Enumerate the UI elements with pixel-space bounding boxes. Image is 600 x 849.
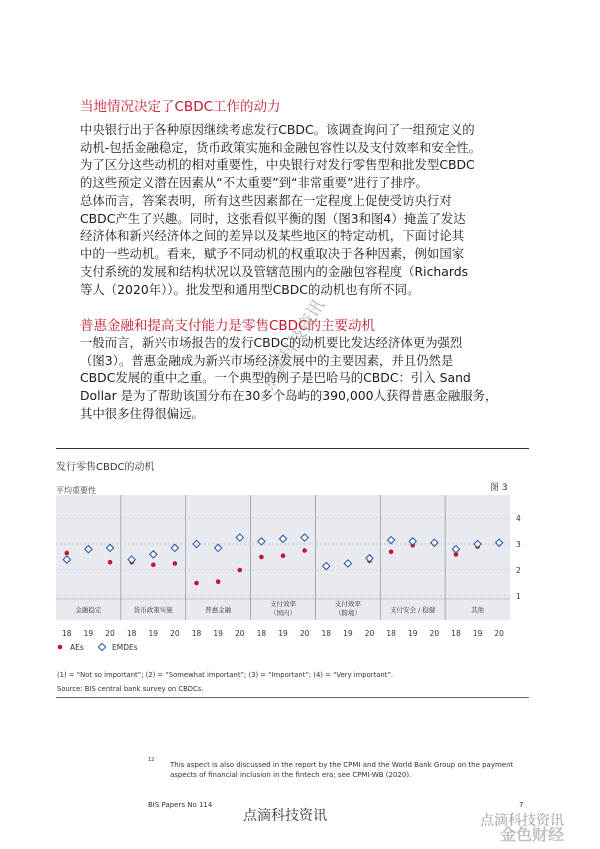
year-tick-label: 18 — [386, 629, 396, 638]
ae-point — [108, 560, 113, 565]
legend-emde-label: EMDEs — [112, 643, 138, 652]
y-tick-label: 3 — [516, 540, 521, 549]
year-tick-label: 18 — [256, 629, 267, 638]
year-tick-label: 19 — [213, 629, 223, 638]
year-tick-label: 19 — [148, 629, 159, 638]
ae-point — [389, 550, 394, 555]
y-tick-label: 4 — [516, 514, 521, 523]
corner-watermark-2: 金色财经 — [500, 825, 565, 844]
group-label: （跨境） — [334, 609, 361, 617]
group-label: 货币政策实施 — [133, 606, 173, 614]
ae-point — [173, 561, 178, 566]
legend-ae-marker — [58, 645, 63, 650]
footer-publication: BIS Papers No 114 — [148, 801, 213, 809]
year-tick-label: 19 — [278, 629, 288, 638]
group-label: 支付效率 — [270, 600, 296, 608]
paragraph-emde: 一般而言，新兴市场报告的发行CBDC的动机要比发达经济体更为强烈 （图3）。普惠金融成为新兴市场经济发展中的主要因素，并且仍然是 CBDC发展的重中之重。一个典型的例子是巴哈马的CBDC：引入 Sand Dollar 是为了帮助该国分布在30多个岛屿的390,000人获得普惠金融服务， 其中很多住得很偏远。 — [80, 335, 498, 421]
ae-point — [259, 555, 264, 560]
ae-point — [281, 553, 286, 558]
year-tick-label: 20 — [170, 629, 180, 638]
group-label: 支付效率 — [334, 600, 361, 608]
year-tick-label: 18 — [321, 629, 332, 638]
year-tick-label: 20 — [364, 629, 375, 638]
scale-note: (1) = “Not so important”; (2) = “Somewhat important”; (3) = “Important”; (4) = “Very important”. — [57, 671, 394, 679]
paragraph-overall: 总体而言，答案表明，所有这些因素都在一定程度上促使受访央行对 CBDC产生了兴趣。同时，这张看似平衡的图（图3和图4）掩盖了发达 经济体和新兴经济体之间的差异以及某些地区的特定动机，下面讨论其 中的一些动机。看来，赋予不同动机的权重取决于各种因素，例如国家 支付系统的发展和结构状况以及管辖范围内的金融包容程度（Richards 等人（2020年））。批发型和通用型CBDC的动机也有所不同。 — [80, 193, 469, 297]
footnote-number: 12 — [148, 757, 155, 763]
year-tick-label: 20 — [299, 629, 310, 638]
page-number: 7 — [519, 801, 524, 809]
group-label: 普惠金融 — [205, 606, 232, 614]
ae-point — [302, 548, 307, 553]
year-tick-label: 20 — [234, 629, 245, 638]
figure-label: 图 3 — [490, 483, 508, 493]
footnote-line-1: This aspect is also discussed in the report by the CPMI and the World Bank Group on the payment — [170, 761, 514, 769]
ae-point — [151, 563, 156, 568]
year-tick-label: 19 — [472, 629, 483, 638]
legend-emde-marker — [98, 643, 105, 650]
figure-title: 发行零售CBDC的动机 — [56, 462, 155, 473]
group-label: 支付安全 / 稳健 — [390, 606, 436, 614]
ae-point — [237, 568, 242, 573]
year-tick-label: 18 — [191, 629, 202, 638]
year-tick-label: 20 — [494, 629, 504, 638]
year-tick-label: 19 — [83, 629, 94, 638]
year-tick-label: 18 — [451, 629, 461, 638]
y-tick-label: 2 — [516, 566, 521, 575]
group-label: （国内） — [270, 609, 296, 617]
y-tick-label: 1 — [516, 592, 521, 601]
year-tick-label: 18 — [62, 629, 72, 638]
year-tick-label: 19 — [343, 629, 353, 638]
year-tick-label: 20 — [429, 629, 440, 638]
corner-watermark-1: 点滴科技资讯 — [480, 813, 564, 829]
subsection-heading: 普惠金融和提高支付能力是零售CBDC的主要动机 — [80, 318, 376, 334]
ae-point — [65, 551, 70, 556]
diagonal-watermark: 点滴科技资讯 — [258, 296, 330, 394]
year-tick-label: 20 — [105, 629, 115, 638]
year-tick-label: 19 — [407, 629, 418, 638]
figure-source: Source: BIS central bank survey on CBDCs. — [57, 685, 204, 693]
figure-bottom-rule — [56, 697, 529, 698]
section-heading: 当地情况决定了CBDC工作的动力 — [80, 99, 281, 115]
year-tick-label: 18 — [126, 629, 137, 638]
ae-point — [216, 579, 221, 584]
footnote-line-2: aspects of financial inclusion in the fintech era; see CPMI-WB (2020). — [170, 771, 412, 779]
ae-point — [194, 581, 199, 586]
footer-watermark: 点滴科技资讯 — [243, 808, 327, 824]
group-label: 其他 — [471, 606, 485, 614]
group-label: 金融稳定 — [75, 606, 102, 614]
legend-ae-label: AEs — [70, 643, 84, 652]
figure-ylabel: 平均重要性 — [56, 486, 96, 495]
paragraph-motives: 中央银行出于各种原因继续考虑发行CBDC。该调查询问了一组预定义的 动机-包括金融稳定，货币政策实施和金融包容性以及支付效率和安全性。 为了区分这些动机的相对重要性，中央银行对发行零售型和批发型CBDC 的这些预定义潜在因素从“不太重要”到“非常重要”进行了排序。 — [80, 122, 481, 191]
